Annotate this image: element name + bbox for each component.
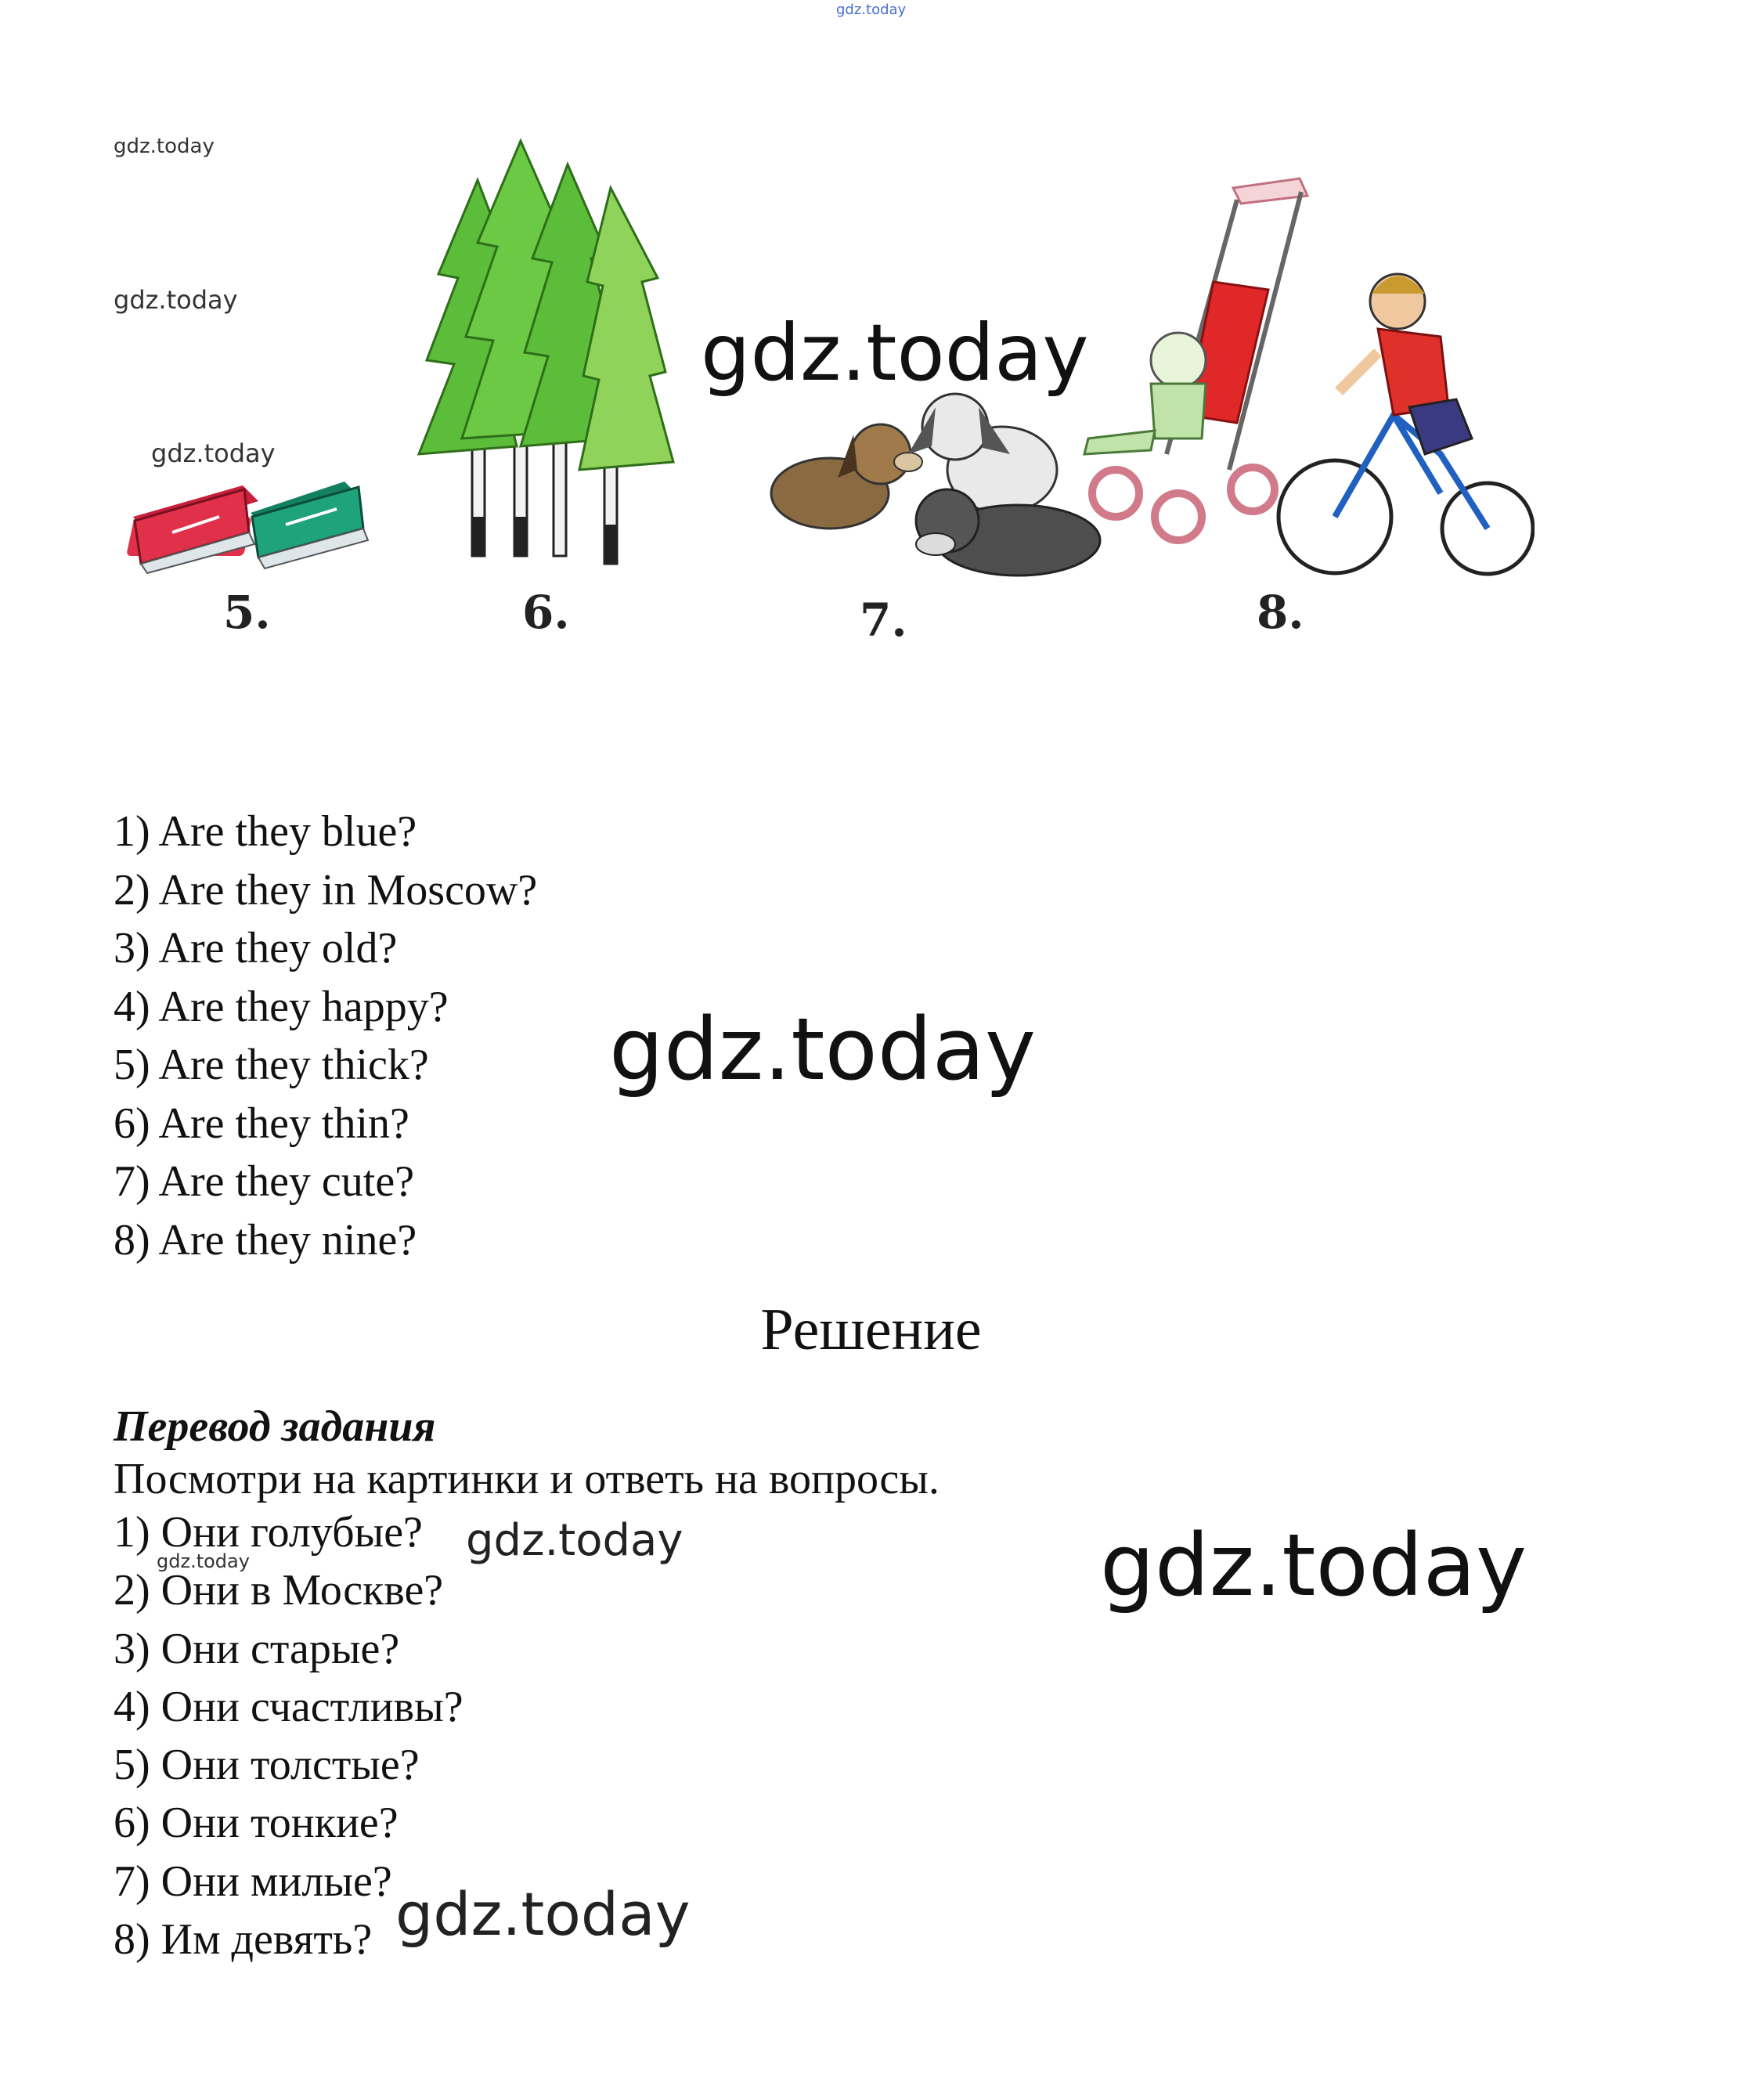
watermark-small: gdz.today xyxy=(114,285,238,315)
translation-item: 2) Они в Москве? xyxy=(114,1566,444,1615)
watermark-small: gdz.today xyxy=(151,438,276,468)
question-item: 5) Are they thick? xyxy=(114,1041,429,1089)
puppies-image xyxy=(771,394,1100,576)
question-item: 2) Are they in Moscow? xyxy=(114,865,538,915)
solution-title: Решение xyxy=(760,1297,982,1362)
translation-item: 8) Им девять? xyxy=(114,1915,373,1965)
watermark-small: gdz.today xyxy=(157,1550,250,1572)
translation-heading: Перевод задания xyxy=(114,1402,436,1451)
trees-image xyxy=(419,141,673,564)
question-item: 3) Are they old? xyxy=(114,924,398,972)
question-item: 6) Are they thin? xyxy=(114,1099,409,1148)
question-item: 1) Are they blue? xyxy=(114,807,417,856)
picture-number: 5. xyxy=(223,586,271,639)
watermark-medium: gdz.today xyxy=(395,1879,691,1949)
question-item: 8) Are they nine? xyxy=(114,1215,417,1265)
translation-item: 6) Они тонкие? xyxy=(114,1799,399,1848)
watermark-small: gdz.today xyxy=(114,135,215,158)
translation-item: 5) Они толстые? xyxy=(114,1741,420,1790)
watermark-large: gdz.today xyxy=(701,307,1089,399)
books-image xyxy=(126,482,368,573)
translation-item: 3) Они старые? xyxy=(114,1624,400,1673)
translation-instruction: Посмотри на картинки и ответь на вопросы. xyxy=(114,1455,940,1503)
translation-item: 4) Они счастливы? xyxy=(114,1682,463,1731)
translation-item: 7) Они милые? xyxy=(114,1856,392,1906)
question-item: 4) Are they happy? xyxy=(114,982,449,1031)
picture-number: 6. xyxy=(522,586,570,639)
question-item: 7) Are they cute? xyxy=(114,1157,415,1206)
translation-item: 1) Они голубые? xyxy=(114,1508,423,1557)
watermark-large: gdz.today xyxy=(609,999,1037,1099)
questions-list xyxy=(114,803,537,1269)
children-image xyxy=(1084,179,1533,574)
picture-number: 7. xyxy=(860,594,907,647)
watermark-large: gdz.today xyxy=(1100,1515,1527,1615)
watermark-medium: gdz.today xyxy=(466,1515,683,1566)
watermark-top: gdz.today xyxy=(836,2,907,18)
picture-number: 8. xyxy=(1257,586,1304,639)
